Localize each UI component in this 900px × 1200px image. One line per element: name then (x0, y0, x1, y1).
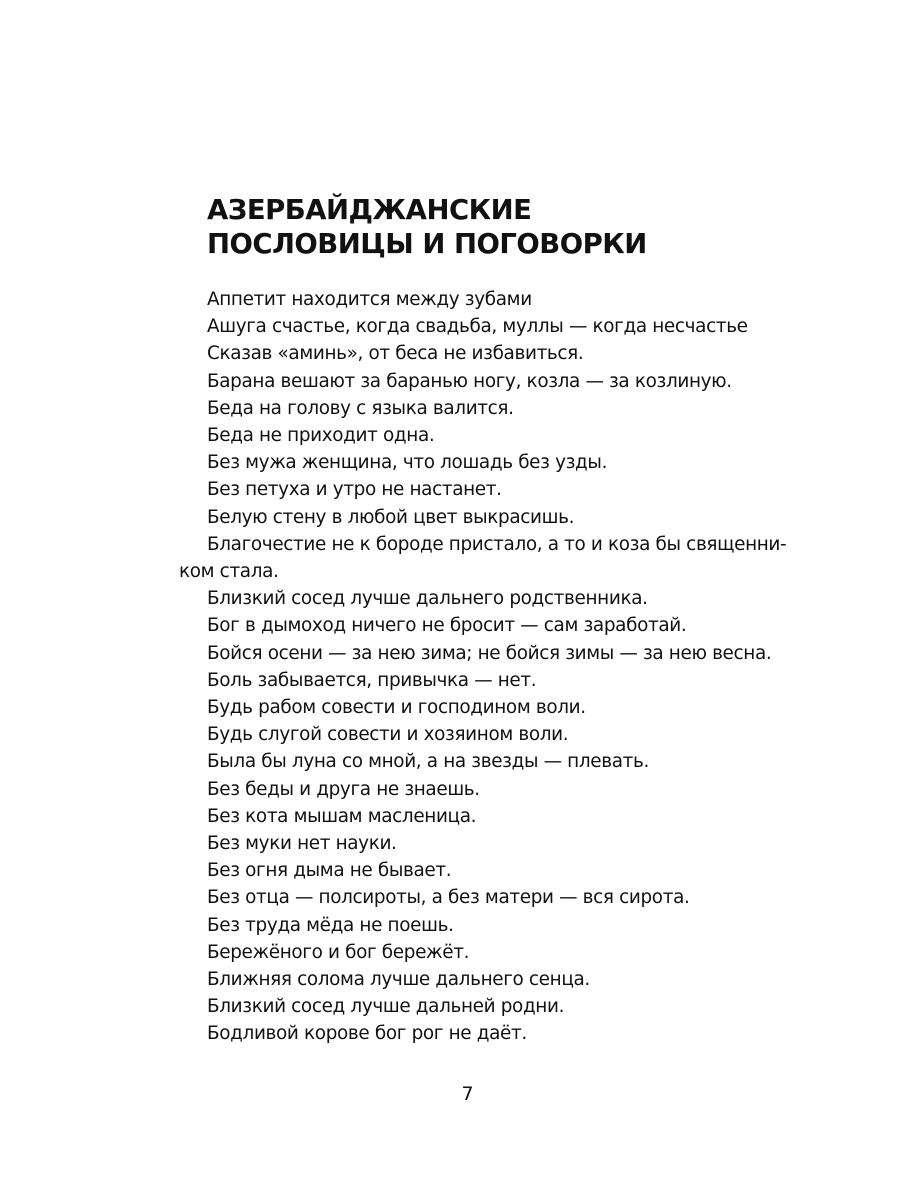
proverb: Бог в дымоход ничего не бросит — сам заработай. (207, 615, 687, 637)
proverb: Без огня дыма не бывает. (207, 860, 452, 882)
proverb: Боль забывается, привычка — нет. (207, 669, 537, 691)
proverb: Без беды и друга не знаешь. (207, 778, 480, 800)
proverb-list (179, 286, 787, 1048)
chapter-heading-line-2: ПОСЛОВИЦЫ И ПОГОВОРКИ (207, 228, 647, 260)
page-number: 7 (461, 1083, 474, 1105)
proverb: Аппетит находится между зубами (207, 289, 532, 310)
proverb: Ашуга счастье, когда свадьба, муллы — когда несчастье (207, 316, 748, 338)
proverb: Белую стену в любой цвет выкрасишь. (207, 506, 575, 528)
proverb: Без петуха и утро не настанет. (207, 479, 502, 501)
proverb: Беда на голову с языка валится. (207, 397, 514, 419)
chapter-heading (207, 193, 807, 261)
proverb-line-2: ком стала. (179, 561, 279, 583)
chapter-heading-line-1: АЗЕРБАЙДЖАНСКИЕ (207, 194, 532, 226)
proverb-line-1: Благочестие не к бороде пристало, а то и коза бы священни- (207, 533, 787, 555)
proverb: Без мужа женщина, что лошадь без узды. (207, 452, 608, 474)
proverb: Будь слугой совести и хозяином воли. (207, 724, 569, 746)
proverb: Близкий сосед лучше дальней родни. (207, 996, 565, 1018)
proverb: Барана вешают за баранью ногу, козла — за козлиную. (207, 370, 732, 392)
proverb: Беда не приходит одна. (207, 425, 435, 447)
proverb: Без отца — полсироты, а без матери — вся сирота. (207, 887, 690, 909)
proverb: Без труда мёда не поешь. (207, 914, 454, 936)
proverb: Без кота мышам масленица. (207, 805, 477, 827)
proverb: Ближняя солома лучше дальнего сенца. (207, 969, 590, 991)
proverb-wrapped (179, 531, 787, 585)
proverb: Сказав «аминь», от беса не избавиться. (207, 343, 584, 365)
proverb: Близкий сосед лучше дальнего родственника. (207, 588, 648, 610)
proverb: Бодливой корове бог рог не даёт. (207, 1023, 527, 1045)
proverb: Без муки нет науки. (207, 833, 397, 855)
proverb: Бойся осени — за нею зима; не бойся зимы — за нею весна. (207, 642, 772, 664)
proverb: Бережёного и бог бережёт. (207, 941, 470, 963)
proverb: Будь рабом совести и господином воли. (207, 697, 586, 719)
proverb: Была бы луна со мной, а на звезды — плевать. (207, 751, 649, 773)
